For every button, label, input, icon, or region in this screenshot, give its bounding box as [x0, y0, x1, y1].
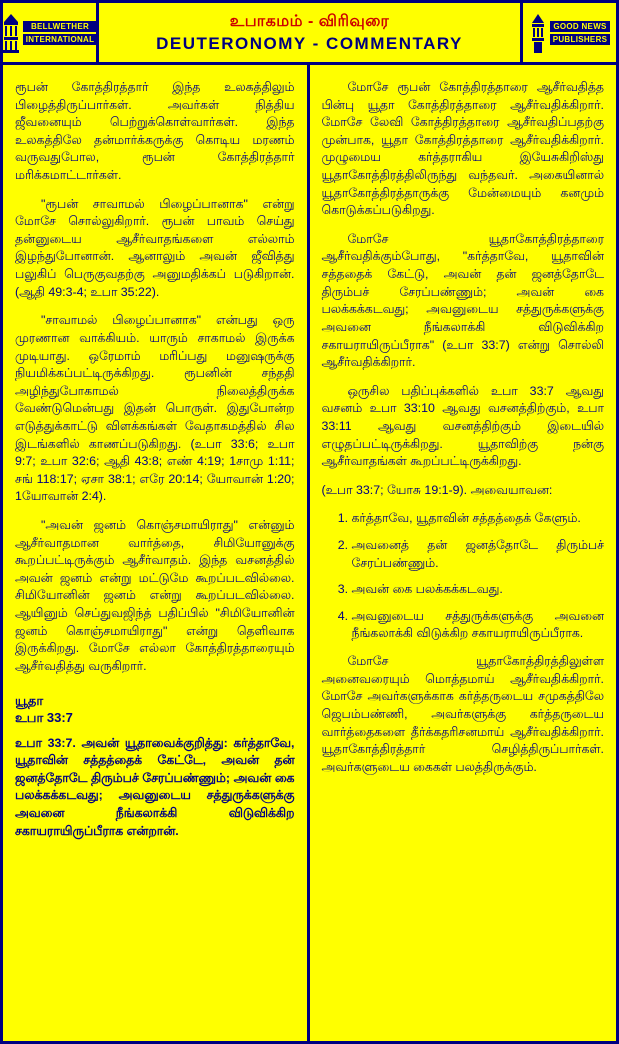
- list-item: 2. அவனைத் தன் ஜனத்தோடே திரும்பச் சேரப்பண்ணும்.: [352, 537, 605, 572]
- blessings-list: [322, 510, 605, 643]
- section-heading-line1: யூதா: [15, 692, 44, 708]
- paragraph: (உபா 33:7; யோசு 19:1-9). அவையாவன:: [321, 482, 553, 497]
- page-title: [99, 3, 520, 62]
- list-item: 4. அவனுடைய சத்துருக்களுக்கு அவனை நீங்கலாக்கி விடுக்கிற சகாயராயிருப்பீராக.: [352, 608, 605, 643]
- section-heading-line2: உபா 33:7: [15, 710, 73, 726]
- paragraph: ஒருசில பதிப்புக்களில் உபா 33:7 ஆவது வசனம் உபா 33:10 ஆவது வசனத்திற்கும், உபா 33:11 ஆவது வசனத்திற்கும் இடையில் எழுதப்பட்டிருக்கிறது. யூதாவிற்கு நன்கு ஆசீர்வாதங்கள் கூறப்பட்டிருக்கிறது.: [321, 383, 604, 469]
- bellwether-logo-line1: BELLWETHER: [23, 21, 98, 32]
- title-tamil: உபாகமம் - விரிவுரை: [229, 12, 390, 30]
- left-column: [3, 65, 310, 1041]
- page-header: [3, 3, 616, 65]
- list-item: 1. கர்த்தாவே, யூதாவின் சத்தத்தைக் கேளும்.: [352, 510, 605, 528]
- right-column: [310, 65, 617, 1041]
- torch-icon: [529, 13, 547, 53]
- paragraph: ரூபன் கோத்திரத்தார் இந்த உலகத்திலும் பிழைத்திருப்பார்கள். அவர்கள் நித்திய ஜீவனையும் பெற்றுக்கொள்வார்கள். இந்த உலகத்திலே தன்மார்க்கருக்கு கொடிய மரணம் வருவதுபோல, ரூபன் கோத்திரத்தார் மரிக்கமாட்டார்கள்.: [15, 80, 295, 183]
- bellwether-international-logo: [3, 3, 99, 62]
- title-english: DEUTERONOMY - COMMENTARY: [156, 33, 463, 53]
- paragraph: மோசே யூதாகோத்திரத்தாரை ஆசீர்வதிக்கும்போது, "கர்த்தாவே, யூதாவின் சத்ததைக் கேட்டு, அவன் தன் ஜனத்தோடே திரும்பச் சேரப்பண்ணும்; அவன் கை பலக்கக்கடவது; அவனுடைய சத்துருக்களுக்கு அவனை நீங்கலாக்கி விடுவிக்கிற சகாயராயிருப்பீராக" (உபா 33:7) என்று சொல்லி ஆசீர்வதிக்கிறார்.: [321, 231, 604, 370]
- good-news-publishers-logo: [520, 3, 616, 62]
- paragraph: மோசே ரூபன் கோத்திரத்தாரை ஆசீர்வதித்த பின்பு யூதா கோத்திரத்தாரை ஆசீர்வதிக்கிறார். மோசே லேவி கோத்திரத்தாரை ஆசீர்வதிப்பதற்கு முன்பாக, யூதா கோத்திரத்தாரை ஆசீர்வதிக்கிறார். முழுமைய கர்த்தராகிய இயேசுகிறிஸ்து யூதாகோத்திரத்திலிருந்து வந்தவர். அகையினால் யூதாகோத்திரத்தாருக்கு மேன்மையும் கனமும் கொடுக்கப்படுகிறது.: [321, 80, 604, 218]
- bell-tower-icon: [2, 13, 20, 53]
- body-columns: [3, 65, 616, 1041]
- goodnews-logo-line1: GOOD NEWS: [550, 21, 611, 32]
- goodnews-logo-line2: PUBLISHERS: [550, 34, 611, 45]
- paragraph: "அவன் ஜனம் கொஞ்சமாயிராது" என்னும் ஆசீர்வாதமான வார்த்தை, சிமியோனுக்கு கூறப்பட்டிருக்கும் ஆசீர்வாதம். இந்த வசனத்தில் அவன் ஜனம் என்று மட்டுமே கூறப்படவில்லை. சிமியோனின் ஜனம் என்று கூறப்படவில்லை. ஆயினும் செப்துவஜிந்த் பதிப்பில் "சிமியோனின் ஜனம் கொஞ்சமாயிராது" என்று தெளிவாக இருக்கிறது. மோசே எல்லா கோத்திரத்தாரையும் ஆசீர்வதித்து வருகிறார்.: [15, 518, 295, 673]
- list-item: 3. அவன் கை பலக்கக்கடவது.: [352, 581, 605, 599]
- paragraph: "ரூபன் சாவாமல் பிழைப்பானாக" என்று மோசே சொல்லுகிறார். ரூபன் பாவம் செய்து தன்னுடைய ஆசீர்வாதங்களை எல்லாம் இழந்துபோனான். ஆனாலும் அவன் ஜீவித்து பலுகிப் பெருகுவதற்கு அனுமதிக்கப் படுகிறான். (ஆதி 49:3-4; உபா 35:22).: [15, 196, 295, 299]
- section-heading: [15, 692, 295, 727]
- verse-text: உபா 33:7. அவன் யூதாவைக்குறித்து: கர்த்தாவே, யூதாவின் சத்தத்தைக் கேட்டே, அவன் தன் ஜனத்தோடே திரும்பச் சேரப்பண்ணும்; அவன் கை பலக்கக்கடவது; அவனுடைய சத்துருக்களுக்கு அவனை நீங்கலாக்கி விடுவிக்கிற சகாயராயிருப்பீராக என்றான்.: [15, 735, 295, 838]
- bellwether-logo-line2: INTERNATIONAL: [23, 34, 98, 45]
- paragraph: "சாவாமல் பிழைப்பானாக" என்பது ஒரு முரணான வாக்கியம். யாரும் சாகாமல் இருக்க முடியாது. ஒரேமாம் மரிப்பது மனுஷருக்கு நியமிக்கப்பட்டிருக்கிறது. ரூபனின் சந்ததி அழிந்துபோகாமல் நிலைத்திருக்க வேண்டுமென்பது இதன் பொருள். இதுபோன்ற எடுத்துக்காட்டு விளக்கங்கள் வேதாகமத்தில் சில இடங்களில் காணப்படுகிறது. (உபா 33:6; உபா 9:7; உபா 32:6; ஆதி 43:8; எண் 4:19; 1சாமு 1:11; சங் 118:17; ஏசா 38:1; எரே 20:14; யோவான் 1:20; 1யோவான் 2:4).: [15, 313, 295, 504]
- paragraph: மோசே யூதாகோத்திரத்திலுள்ள அனைவரையும் மொத்தமாய் ஆசீர்வதிக்கிறார். மோசே அவர்களுக்காக கர்த்தருடைய சமுகத்திலே ஜெபம்பண்ணி, அவர்களுக்கு கர்த்தருடைய வார்த்தைகளை தீர்க்கதரிசனமாய் ஆசீர்வதிக்கிறார். யூதாகோத்திரத்தார் செழித்திருப்பார்கள். அவர்களுடைய கைகள் பலத்திருக்கும்.: [321, 654, 604, 774]
